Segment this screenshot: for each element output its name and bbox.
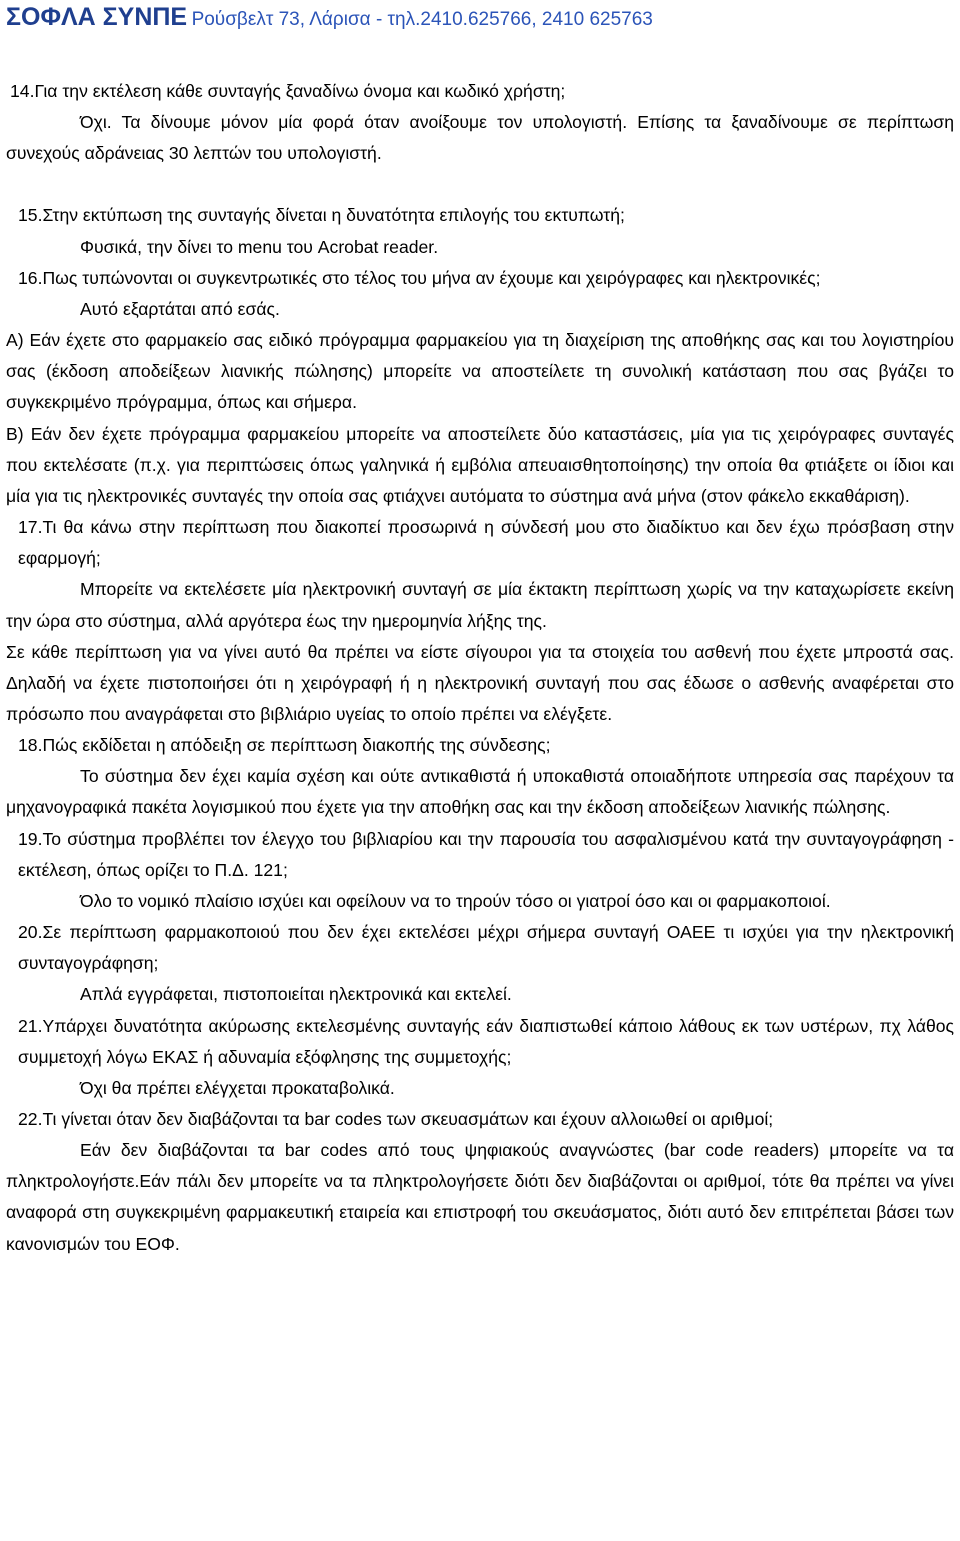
answer-17: Μπορείτε να εκτελέσετε μία ηλεκτρονική συνταγή σε μία έκτακτη περίπτωση χωρίς να την καταχωρίσετε εκείνη την ώρα στο σύστημα, αλλά αργότερα έως την ημερομηνία λήξης της.	[6, 579, 954, 631]
faq-content	[6, 76, 954, 1260]
question-19: 19.Το σύστημα προβλέπει τον έλεγχο του βιβλιαρίου και την παρουσία του ασφαλισμένου κατά την συνταγογράφηση - εκτέλεση, όπως ορίζει το Π.Δ. 121;	[18, 828, 954, 880]
answer-16-option-b: Β) Εάν δεν έχετε πρόγραμμα φαρμακείου μπορείτε να αποστείλετε δύο καταστάσεις, μία για τις χειρόγραφες συνταγές που εκτελέσατε (π.χ. για περιπτώσεις όπως γαληνικά ή εμβόλια απευαισθητοποίησης) την οποία θα φτιάξετε οι ίδιοι και μία για τις ηλεκτρονικές συνταγές την οποία σας φτιάχνει αυτόματα το σύστημα ανά μήνα (στον φάκελο εκκαθάριση).	[6, 423, 954, 506]
answer-22: Εάν δεν διαβάζονται τα bar codes από τους ψηφιακούς αναγνώστες (bar code readers) μπορείτε να τα πληκτρολογήστε.Εάν πάλι δεν μπορείτε να τα πληκτρολογήσετε διότι δεν διαβάζονται οι αριθμοί, τότε θα πρέπει να γίνει αναφορά στη συγκεκριμένη φαρμακευτική εταιρεία και επιστροφή του σκευάσματος, διότι αυτό δεν επιτρέπεται βάσει των κανονισμών του ΕΟΦ.	[6, 1140, 954, 1254]
answer-17-note: Σε κάθε περίπτωση για να γίνει αυτό θα πρέπει να είστε σίγουροι για τα στοιχεία του ασθενή που έχετε μπροστά σας. Δηλαδή να έχετε πιστοποιήσει ότι η χειρόγραφή ή η ηλεκτρονική συνταγή που σας έδωσε ο ασθενής αναφέρεται στο πρόσωπο που αναγράφεται στο βιβλιάριο υγείας το οποίο πρέπει να ελέγξετε.	[6, 641, 954, 724]
question-22: 22.Τι γίνεται όταν δεν διαβάζονται τα bar codes των σκευασμάτων και έχουν αλλοιωθεί οι αριθμοί;	[18, 1109, 774, 1129]
question-21: 21.Υπάρχει δυνατότητα ακύρωσης εκτελεσμένης συνταγής εάν διαπιστωθεί κάποιο λάθους εκ των υστέρων, πχ λάθος συμμετοχή λόγω ΕΚΑΣ ή αδυναμία εξόφλησης της συμμετοχής;	[18, 1015, 954, 1067]
answer-19: Όλο το νομικό πλαίσιο ισχύει και οφείλουν να το τηρούν τόσο οι γιατροί όσο και οι φαρμακοποιοί.	[80, 890, 831, 911]
company-address: Ρούσβελτ 73, Λάρισα - τηλ.2410.625766, 2410 625763	[191, 9, 653, 30]
question-18: 18.Πώς εκδίδεται η απόδειξη σε περίπτωση διακοπής της σύνδεσης;	[18, 735, 551, 756]
answer-21: Όχι θα πρέπει ελέγχεται προκαταβολικά.	[80, 1077, 395, 1098]
question-17: 17.Τι θα κάνω στην περίπτωση που διακοπεί προσωρινά η σύνδεσή μου στο διαδίκτυο και δεν έχω πρόσβαση στην εφαρμογή;	[18, 517, 954, 569]
question-20: 20.Σε περίπτωση φαρμακοποιού που δεν έχει εκτελέσει μέχρι σήμερα συνταγή ΟΑΕΕ τι ισχύει για την ηλεκτρονική συνταγογράφηση;	[18, 922, 954, 974]
question-14: 14.Για την εκτέλεση κάθε συνταγής ξαναδίνω όνομα και κωδικό χρήστη;	[10, 81, 566, 101]
answer-16: Αυτό εξαρτάται από εσάς.	[80, 298, 280, 319]
answer-14: Όχι. Τα δίνουμε μόνον μία φορά όταν ανοίξουμε τον υπολογιστή. Επίσης τα ξαναδίνουμε σε περίπτωση συνεχούς αδράνειας 30 λεπτών του υπολογιστή.	[6, 112, 954, 164]
answer-16-option-a: Α) Εάν έχετε στο φαρμακείο σας ειδικό πρόγραμμα φαρμακείου για τη διαχείριση της αποθήκης σας και του λογιστηρίου σας (έκδοση αποδείξεων λιανικής πώλησης) μπορείτε να αποστείλετε τη συνολική κατάσταση που σας βγάζει το συγκεκριμένο πρόγραμμα, όπως και σήμερα.	[6, 330, 954, 413]
company-name: ΣΟΦΛΑ ΣΥΝΠΕ	[6, 3, 188, 31]
answer-18: Το σύστημα δεν έχει καμία σχέση και ούτε αντικαθιστά ή υποκαθιστά οποιαδήποτε υπηρεσία σας παρέχουν τα μηχανογραφικά πακέτα λογισμικού που έχετε για την αποθήκη σας και την έκδοση αποδείξεων λιανικής πώλησης.	[6, 766, 954, 818]
question-16: 16.Πως τυπώνονται οι συγκεντρωτικές στο τέλος του μήνα αν έχουμε και χειρόγραφες και ηλεκτρονικές;	[18, 267, 821, 288]
answer-15: Φυσικά, την δίνει το menu του Acrobat reader.	[80, 236, 439, 257]
answer-20: Απλά εγγράφεται, πιστοποιείται ηλεκτρονικά και εκτελεί.	[80, 984, 512, 1005]
page-header	[6, 0, 653, 34]
question-15: 15.Στην εκτύπωση της συνταγής δίνεται η δυνατότητα επιλογής του εκτυπωτή;	[18, 205, 625, 226]
